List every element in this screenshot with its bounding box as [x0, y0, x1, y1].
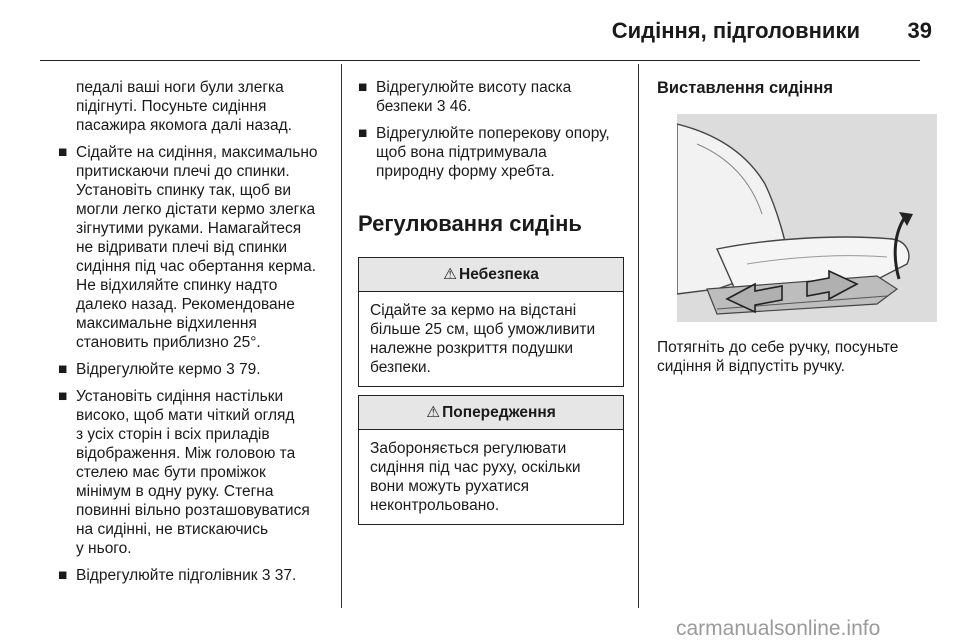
- text-line: щоб вона підтримувала: [376, 144, 547, 161]
- header-rule: [40, 60, 920, 61]
- bullet-seat-height: [58, 387, 330, 558]
- bullet-mark: ■: [58, 388, 68, 405]
- danger-box: [358, 257, 624, 387]
- page-reference-arrow-icon: 3: [261, 567, 271, 584]
- section-title: Регулювання сидінь: [358, 211, 582, 236]
- text-line: Сідайте на сидіння, максимально: [76, 144, 318, 161]
- text-line: повинні вільно розташовуватися: [76, 502, 310, 519]
- text-line: Відрегулюйте поперекову опору,: [376, 125, 610, 142]
- text-line: з усіх сторін і всіх приладів: [76, 426, 270, 443]
- subsection-title: Виставлення сидіння: [657, 79, 833, 97]
- text-line: Відрегулюйте висоту паска: [376, 79, 572, 96]
- danger-box-body: [359, 292, 623, 386]
- warning-box-header: [359, 396, 623, 430]
- bullet-head-restraint: [58, 566, 330, 585]
- text-line: стелею має бути проміжок: [76, 464, 266, 481]
- text-line: сидіння й відпустіть ручку.: [657, 358, 845, 375]
- text-line: неконтрольовано.: [370, 497, 500, 514]
- text-line: становить приблизно 25°.: [76, 334, 261, 351]
- text-line: сидіння під час обертання керма.: [76, 258, 317, 275]
- page-reference[interactable]: 79.: [239, 361, 261, 378]
- column-divider-2: [638, 64, 639, 608]
- text-line: підігнуті. Посуньте сидіння: [76, 98, 267, 115]
- text-line: природну форму хребта.: [376, 163, 555, 180]
- bullet-sitting-position: [58, 143, 330, 352]
- bullet-lumbar-support: [358, 124, 624, 181]
- text-line: Сідайте за кермо на відстані: [370, 302, 577, 319]
- text-line: Установіть сидіння настільки: [76, 388, 284, 405]
- text-line: мінімум в одну руку. Стегна: [76, 483, 274, 500]
- warning-triangle-icon: ⚠: [443, 266, 458, 283]
- page-reference-arrow-icon: 3: [436, 98, 446, 115]
- bullet-mark: ■: [58, 361, 68, 378]
- page-reference-arrow-icon: 3: [226, 361, 235, 378]
- header-title: Сидіння, підголовники: [611, 18, 860, 43]
- watermark: carmanualsonline.info: [676, 617, 881, 640]
- seat-lever-illustration: [677, 114, 937, 322]
- text-line: Не відхиляйте спинку надто: [76, 277, 278, 294]
- intro-paragraph: [58, 78, 330, 135]
- text-line: на сидінні, не втискаючись: [76, 521, 269, 538]
- figure-caption: [657, 338, 927, 376]
- text-line: далеко назад. Рекомендоване: [76, 296, 295, 313]
- bullet-steering-wheel: [58, 360, 330, 379]
- bullet-mark: ■: [358, 125, 368, 142]
- text-line: Відрегулюйте підголівник: [76, 567, 258, 584]
- page-number: 39: [907, 18, 932, 43]
- text-line: більше 25 см, щоб уможливити: [370, 321, 596, 338]
- bullet-mark: ■: [358, 79, 368, 96]
- text-line: Забороняється регулювати: [370, 440, 567, 457]
- bullet-mark: ■: [58, 144, 68, 161]
- seat-adjustment-illustration: [677, 114, 937, 322]
- text-line: сидіння під час руху, оскільки: [370, 459, 581, 476]
- bullet-seat-belt-height: [358, 78, 624, 116]
- column-3: [657, 78, 927, 376]
- text-line: вони можуть рухатися: [370, 478, 530, 495]
- text-line: притискаючи плечі до спинки.: [76, 163, 290, 180]
- text-line: педалі ваші ноги були злегка: [76, 79, 284, 96]
- bullet-mark: ■: [58, 567, 68, 584]
- text-line: безпеки.: [370, 359, 431, 376]
- text-line: зігнутими руками. Намагайтеся: [76, 220, 302, 237]
- danger-box-title: Небезпека: [459, 266, 539, 283]
- text-line: Відрегулюйте кермо: [76, 361, 222, 378]
- warning-triangle-icon: ⚠: [426, 404, 441, 421]
- page-reference[interactable]: 37.: [274, 567, 297, 584]
- text-line: відображення. Між головою та: [76, 445, 296, 462]
- column-1: [58, 78, 330, 585]
- danger-box-header: [359, 258, 623, 292]
- text-line: не відривати плечі від спинки: [76, 239, 288, 256]
- column-divider-1: [341, 64, 342, 608]
- text-line: максимальне відхилення: [76, 315, 257, 332]
- text-line: Потягніть до себе ручку, посуньте: [657, 339, 899, 356]
- warning-box: [358, 395, 624, 525]
- text-line: пасажира якомога далі назад.: [76, 117, 292, 134]
- text-line: Установіть спинку так, щоб ви: [76, 182, 292, 199]
- column-2: [358, 78, 624, 525]
- text-line: у нього.: [76, 540, 132, 557]
- warning-box-title: Попередження: [442, 404, 556, 421]
- text-line: могли легко дістати кермо злегка: [76, 201, 316, 218]
- warning-box-body: [359, 430, 623, 524]
- text-line: безпеки: [376, 98, 433, 115]
- text-line: належне розкриття подушки: [370, 340, 573, 357]
- text-line: високо, щоб мати чіткий огляд: [76, 407, 295, 424]
- page-reference[interactable]: 46.: [449, 98, 472, 115]
